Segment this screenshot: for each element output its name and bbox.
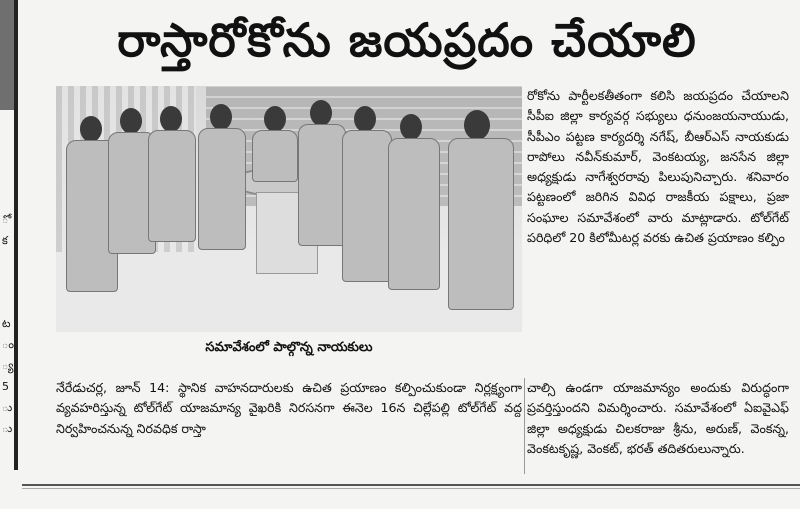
article-column-right (527, 86, 789, 248)
adjacent-text-fragment: ు (2, 401, 13, 414)
adjacent-photo-edge (0, 0, 14, 110)
adjacent-text-fragment: 5 (2, 380, 9, 393)
page-rule (22, 484, 800, 486)
page-rule (22, 488, 800, 489)
article-column-bottom-left (56, 378, 522, 439)
adjacent-text-fragment: ట (2, 317, 11, 330)
adjacent-text-fragment: క (2, 234, 8, 247)
adjacent-text-fragment: ్య (2, 359, 14, 372)
photo-caption: సమావేశంలో పాల్గొన్న నాయకులు (205, 340, 373, 355)
news-photo (56, 86, 522, 332)
article-paragraph: రోకోను పార్టీలకతీతంగా కలిసి జయప్రదం చేయాలని సీపీఐ జిల్లా కార్యవర్గ సభ్యులు ధనుంజయనాయుడు, సీపీఎం పట్టణ కార్యదర్శి నగేష్, బీఆర్ఎస్ నాయకుడు రాపోలు నవీన్‌కుమార్, వెంకటయ్య, జనసేన జిల్లా అధ్యక్షుడు నాగేశ్వరరావు పిలుపునిచ్చారు. శనివారం పట్టణంలో జరిగిన వివిధ రాజకీయ పక్షాలు, ప్రజా సంఘాల సమావేశంలో వారు మాట్లాడారు. టోల్‌గేట్ పరిధిలో 20 కిలోమీటర్ల వరకు ఉచిత ప్రయాణం కల్పిం (527, 88, 789, 246)
article-headline: రాస్తారోకోను జయప్రదం చేయాలి (117, 13, 697, 67)
column-divider (524, 378, 525, 474)
article-paragraph: నేరేడుచర్ల, జూన్ 14: స్థానిక వాహనదారులకు ఉచిత ప్రయాణం కల్పించుకుండా నిర్లక్ష్యంగా వ్యవహరిస్తున్న టోల్‌గేట్ యాజమాన్య వైఖరికి నిరసనగా ఈనెల 16న చిల్లేపల్లి టోల్‌గేట్ వద్ద నిర్వహించనున్న నిరవధిక రాస్తా (56, 380, 522, 436)
article-paragraph: చాల్సి ఉండగా యాజమాన్యం అందుకు విరుద్ధంగా ప్రవర్తిస్తుందని విమర్శించారు. సమావేశంలో ఏఐవైఎఫ్ జిల్లా అధ్యక్షుడు చిలకరాజు శ్రీను, అరుణ్, వెంకన్న, వెంకటకృష్ణ, వెంకట్, భరత్ తదితరులున్నారు. (527, 380, 789, 456)
adjacent-text-fragment: ు (2, 422, 13, 435)
column-divider (14, 0, 18, 470)
adjacent-text-fragment: ో (2, 213, 9, 226)
article-column-bottom-right (527, 378, 789, 459)
adjacent-text-fragment: ం (2, 338, 14, 351)
